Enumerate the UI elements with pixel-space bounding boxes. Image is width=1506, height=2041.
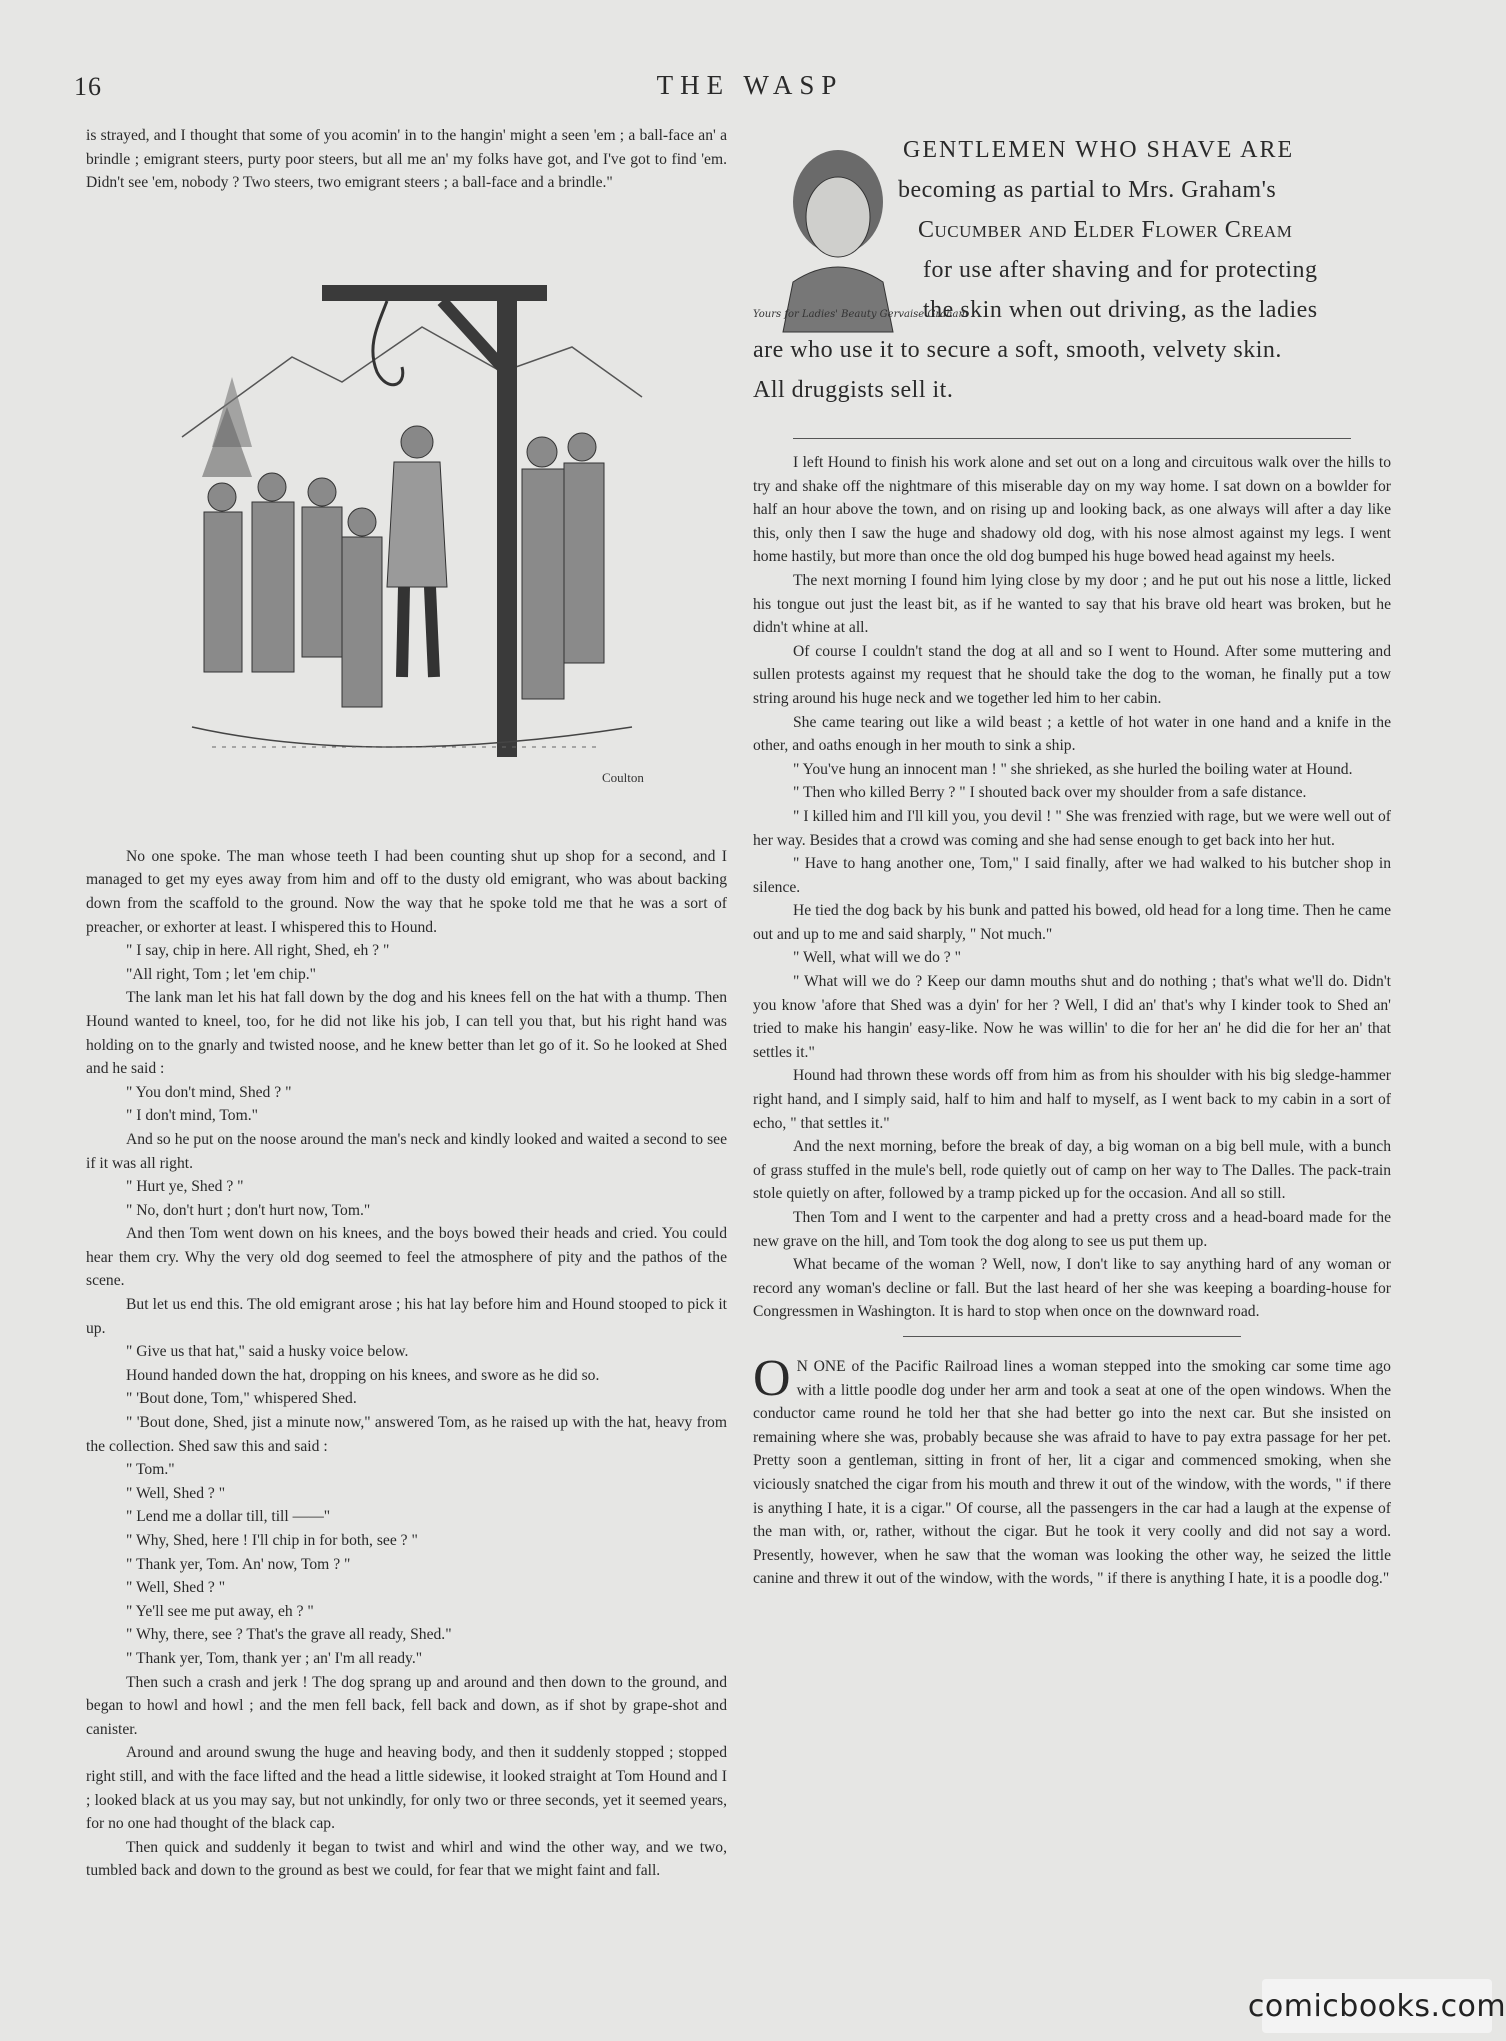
paragraph: Then Tom and I went to the carpenter and had a pretty cross and a head-board made for the new grave on the hill, and Tom took the dog along to see us put them up. <box>753 1209 1391 1250</box>
paragraph: The next morning I found him lying close by my door ; and he put out his nose a little, licked his tongue out just the least bit, as if he wanted to say that his brave old heart was broken, but he didn't whine at all. <box>753 571 1391 637</box>
paragraph: " Well, Shed ? " <box>126 1579 226 1597</box>
watermark-logo: comicbooks.com <box>1262 1979 1492 2033</box>
paragraph: Around and around swung the huge and heaving body, and then it suddenly stopped ; stopped right still, and with the face lifted and the head a little sidewise, it looked straight at Tom Hound and I ; looked black at us you may say, but not unkindly, for only two or three seconds, yet it seemed years, for no one had thought of the black cap. <box>86 1744 727 1833</box>
anecdote-paragraph <box>753 1349 1391 1591</box>
paragraph: " No, don't hurt ; don't hurt now, Tom." <box>126 1201 371 1219</box>
section-divider <box>793 438 1351 439</box>
right-column <box>753 124 1391 1591</box>
paragraph: But let us end this. The old emigrant arose ; his hat lay before him and Hound stooped to pick it up. <box>86 1296 727 1337</box>
paragraph: " Well, Shed ? " <box>126 1484 226 1502</box>
paragraph: Hound handed down the hat, dropping on his knees, and swore as he did so. <box>126 1366 600 1384</box>
paragraph: " Have to hang another one, Tom," I said finally, after we had walked to his butcher shop in silence. <box>753 855 1391 896</box>
ad-line: are who use it to secure a soft, smooth, velvety skin. <box>753 337 1282 363</box>
ad-line: the skin when out driving, as the ladies <box>923 297 1318 323</box>
story-intro: is strayed, and I thought that some of you acomin' in to the hangin' might a seen 'em ; a ball-face an' a brindle ; emigrant steers, purty poor steers, but all me an' my folks have got, and I've got to find 'em. Didn't see 'em, nobody ? Two steers, two emigrant steers ; a ball-face and a brindle." <box>86 127 727 192</box>
paragraph: " Tom." <box>126 1461 175 1479</box>
paragraph: She came tearing out like a wild beast ; a kettle of hot water in one hand and a knife in the other, and oaths enough in her mouth to sink a ship. <box>753 713 1391 755</box>
paragraph: The lank man let his hat fall down by the dog and his knees fell on the hat with a thump. Then Hound wanted to kneel, too, for he did not like his job, I can tell you that, but his right hand was holding on to the gnarly and twisted noose, and he knew better than let go of it. So he looked at Shed and he said : <box>86 989 727 1078</box>
illustration-signature: Coulton <box>601 769 644 785</box>
ad-line: for use after shaving and for protecting <box>923 257 1318 283</box>
paragraph: " Thank yer, Tom, thank yer ; an' I'm all ready." <box>126 1649 423 1667</box>
ad-copy <box>753 130 1391 410</box>
paragraph: " You've hung an innocent man ! " she shrieked, as she hurled the boiling water at Hound. <box>793 760 1353 778</box>
paragraph: And so he put on the noose around the man's neck and kindly looked and waited a second to see if it was all right. <box>86 1130 727 1172</box>
hanging-illustration <box>172 207 642 817</box>
ad-line: GENTLEMEN WHO SHAVE ARE <box>903 137 1295 163</box>
gallows-scene-icon <box>172 207 642 817</box>
paragraph: " Then who killed Berry ? " I shouted back over my shoulder from a safe distance. <box>793 784 1307 802</box>
paragraph: " You don't mind, Shed ? " <box>126 1083 292 1101</box>
paragraph: He tied the dog back by his bunk and patted his bowed, old head for a long time. Then he came out and up to me and said sharply, " Not much." <box>753 902 1391 943</box>
masthead-title: THE WASP <box>656 70 844 100</box>
paragraph: " I say, chip in here. All right, Shed, eh ? " <box>126 942 390 960</box>
drop-cap: O <box>753 1349 791 1407</box>
anecdote-lead: N ONE <box>796 1357 846 1375</box>
paragraph: " Lend me a dollar till, till ——" <box>126 1508 331 1526</box>
left-column <box>86 124 727 1883</box>
paragraph: " Give us that hat," said a husky voice below. <box>126 1343 409 1361</box>
paragraph: " Why, there, see ? That's the grave all ready, Shed." <box>126 1626 452 1644</box>
paragraph: No one spoke. The man whose teeth I had been counting shut up shop for a second, and I managed to get my eyes away from him and off to the dusty old emigrant, who was about backing down from the scaffold to the ground. Now the way that he spoke told me that he was a sort of preacher, or exhorter at least. I whispered this to Hound. <box>86 847 727 936</box>
anecdote-text: of the Pacific Railroad lines a woman stepped into the smoking car some time ago with a little poodle dog under her arm and took a seat at one of the open windows. When the conductor came round he told her that she had better go into the next car. But she insisted on remaining where she was, probably because she was afraid to have to pay extra passage for her pet. Pretty soon a gentleman, sitting in front of her, lit a cigar and commenced smoking, when she viciously snatched the cigar from his mouth and threw it out of the window, with the words, " if there is anything I hate, it is a cigar." Of course, all the passengers in the car had a laugh at the expense of the man with, or, rather, without the cigar. But he took it very coolly and did not say a word. Presently, however, when he saw that the woman was looking the other way, he seized the little canine and threw it out of the window, with the words, " if there is anything I hate, it is a poodle dog." <box>753 1357 1391 1588</box>
paragraph: And then Tom went down on his knees, and the boys bowed their heads and cried. You could hear them cry. Why the very old dog seemed to feel the atmosphere of pity and the pathos of the scene. <box>86 1225 727 1290</box>
paragraph: Then quick and suddenly it began to twist and whirl and wind the other way, and we two, tumbled back and down to the ground as best we could, for fear that we might faint and fall. <box>86 1838 727 1880</box>
section-divider <box>903 1336 1241 1337</box>
paragraph: " 'Bout done, Tom," whispered Shed. <box>126 1390 357 1408</box>
paragraph: " Thank yer, Tom. An' now, Tom ? " <box>126 1555 351 1573</box>
paragraph: "All right, Tom ; let 'em chip." <box>126 965 317 983</box>
paragraph: Then such a crash and jerk ! The dog sprang up and around and then down to the ground, and began to howl and howl ; and the men fell back, fell back and down, as if shot by grape-shot and canister. <box>86 1673 727 1738</box>
paragraph: And the next morning, before the break of day, a big woman on a big bell mule, with a bunch of grass stuffed in the mule's bell, rode quietly out of camp on her way to The Dalles. The pack-train stole quietly on after, followed by a tramp picked up for the occasion. And all so still. <box>753 1138 1391 1203</box>
paragraph: " 'Bout done, Shed, jist a minute now," answered Tom, as he raised up with the hat, heavy from the collection. Shed saw this and said : <box>86 1414 727 1455</box>
ad-line: becoming as partial to Mrs. Graham's <box>898 177 1277 203</box>
paragraph: I left Hound to finish his work alone and set out on a long and circuitous walk over the hills to try and shake off the nightmare of this miserable day on my way home. I sat down on a bowlder for half an hour above the town, and on rising up and looking back, as one always will after a day like this, only then I saw the huge and shadowy old dog, with his nose almost against my legs. I went home hastily, but more than once the old dog bumped his huge bowed head against my heels. <box>753 454 1391 566</box>
paragraph: " Why, Shed, here ! I'll chip in for both, see ? " <box>126 1532 418 1549</box>
ad-line: Cucumber and Elder Flower Cream <box>918 217 1293 243</box>
paragraph: Of course I couldn't stand the dog at all and so I went to Hound. After some muttering and sullen protests against my request that he should take the dog to the woman, he finally put a tow string around his huge neck and we together led him to her cabin. <box>753 642 1391 707</box>
paragraph: Hound had thrown these words off from him as from his shoulder with his big sledge-hammer right hand, and I simply said, half to him and half to myself, as I went back to my cabin in a sort of echo, " that settles it." <box>753 1067 1391 1132</box>
page-number: 16 <box>74 72 102 101</box>
paragraph: " What will we do ? Keep our damn mouths shut and do nothing ; that's what we'll do. Didn't you know 'afore that Shed was a dyin' for her ? Well, I did an' that's why I kinder took to Shed an' tried to make his hangin' easy-like. Now he was willin' to die for her an' he did die for her an' that settles it." <box>753 973 1391 1061</box>
ad-signature: Yours for Ladies' Beauty Gervaise Graham <box>753 309 968 320</box>
paragraph: " I killed him and I'll kill you, you devil ! " She was frenzied with rage, but we were well out of her way. Besides that a crowd was coming and she had sense enough to get back into her hut. <box>753 807 1391 849</box>
paragraph: " Hurt ye, Shed ? " <box>126 1178 244 1196</box>
paragraph: " Well, what will we do ? " <box>793 949 961 967</box>
paragraph: What became of the woman ? Well, now, I don't like to say anything hard of any woman or record any woman's decline or fall. But the last heard of her she was keeping a boarding-house for Congressmen in Washington. It is hard to stop when once on the downward road. <box>753 1256 1391 1321</box>
ad-line: All druggists sell it. <box>753 377 954 403</box>
paragraph: " Ye'll see me put away, eh ? " <box>126 1602 314 1620</box>
graham-cream-advertisement <box>753 124 1391 424</box>
paragraph: " I don't mind, Tom." <box>126 1107 258 1125</box>
